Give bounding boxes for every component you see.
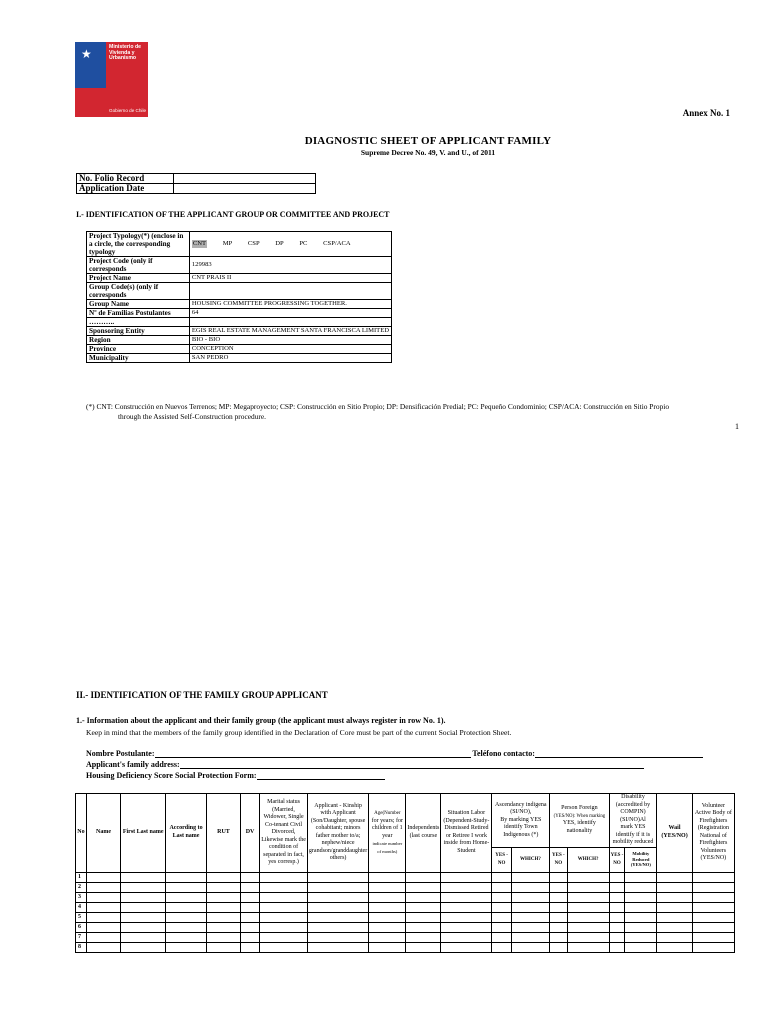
col-header-volunteer bbox=[692, 794, 734, 873]
sponsoring-entity-label: Sponsoring Entity bbox=[87, 327, 190, 336]
col-header-name: Name bbox=[86, 794, 120, 873]
family-group-table bbox=[75, 793, 735, 953]
table-cell[interactable] bbox=[406, 922, 441, 932]
table-cell[interactable] bbox=[511, 922, 549, 932]
table-cell[interactable] bbox=[240, 872, 259, 882]
table-row bbox=[76, 932, 735, 942]
municipality-value[interactable]: SAN PEDRO bbox=[189, 354, 391, 363]
province-value[interactable]: CONCEPTION bbox=[189, 345, 391, 354]
ascendancy-title: Ascendancy indigena (SI/NO), bbox=[495, 801, 547, 815]
table-cell[interactable] bbox=[86, 912, 120, 922]
table-cell[interactable] bbox=[511, 902, 549, 912]
table-cell[interactable] bbox=[657, 912, 692, 922]
table-cell[interactable] bbox=[260, 902, 308, 912]
table-cell[interactable] bbox=[625, 892, 657, 902]
table-cell[interactable] bbox=[609, 902, 625, 912]
ministry-logo bbox=[75, 42, 148, 117]
score-row bbox=[86, 771, 385, 780]
group-code-label: Group Code(s) (only if corresponds bbox=[87, 283, 190, 300]
project-code-label: Project Code (only if corresponds bbox=[87, 257, 190, 274]
table-cell[interactable] bbox=[86, 942, 120, 952]
col-header-disability bbox=[609, 794, 657, 848]
table-cell[interactable] bbox=[206, 902, 240, 912]
table-cell[interactable] bbox=[260, 892, 308, 902]
table-cell[interactable] bbox=[609, 892, 625, 902]
table-cell[interactable] bbox=[441, 872, 492, 882]
table-cell[interactable] bbox=[441, 882, 492, 892]
project-name-label: Project Name bbox=[87, 274, 190, 283]
address-field[interactable] bbox=[180, 760, 644, 769]
table-cell[interactable] bbox=[240, 902, 259, 912]
municipality-label: Municipality bbox=[87, 354, 190, 363]
families-count-value[interactable]: 64 bbox=[189, 309, 391, 318]
table-row bbox=[87, 274, 392, 283]
table-row bbox=[87, 354, 392, 363]
table-cell[interactable] bbox=[206, 912, 240, 922]
col-header-dv: DV bbox=[240, 794, 259, 873]
table-cell[interactable] bbox=[511, 882, 549, 892]
table-cell[interactable] bbox=[567, 942, 609, 952]
table-cell[interactable] bbox=[692, 932, 734, 942]
table-cell[interactable] bbox=[121, 912, 166, 922]
table-row bbox=[76, 922, 735, 932]
table-cell[interactable] bbox=[441, 942, 492, 952]
row-number: 1 bbox=[76, 872, 87, 882]
table-row bbox=[87, 327, 392, 336]
table-cell[interactable] bbox=[567, 882, 609, 892]
typology-option-cnt[interactable]: CNT bbox=[192, 240, 207, 247]
table-cell[interactable] bbox=[550, 882, 567, 892]
typology-option-csp[interactable]: CSP bbox=[247, 240, 260, 247]
logo-ministry-line: Ministerio de bbox=[109, 44, 141, 50]
foreign-small-note: (YES/NO): When marking bbox=[553, 813, 606, 819]
table-cell[interactable] bbox=[206, 932, 240, 942]
col-header-rut: RUT bbox=[206, 794, 240, 873]
disability-title: Disability bbox=[621, 794, 645, 800]
table-cell[interactable] bbox=[441, 922, 492, 932]
blank-label: ……….. bbox=[87, 318, 190, 327]
info-instruction: 1.- Information about the applicant and their family group (the applicant must always register in row No. 1). bbox=[76, 716, 446, 725]
foreign-note: YES, identify nationality bbox=[562, 820, 596, 834]
table-cell[interactable] bbox=[692, 912, 734, 922]
folio-label: Application Date bbox=[77, 184, 174, 194]
table-cell[interactable] bbox=[625, 882, 657, 892]
applicant-name-field[interactable] bbox=[155, 749, 471, 758]
col-header-wail: Wail (YES/NO) bbox=[657, 794, 692, 873]
region-value[interactable]: BIO - BIO bbox=[189, 336, 391, 345]
table-cell[interactable] bbox=[166, 872, 207, 882]
table-cell[interactable] bbox=[260, 922, 308, 932]
table-cell[interactable] bbox=[567, 902, 609, 912]
table-cell[interactable] bbox=[550, 892, 567, 902]
page-title: DIAGNOSTIC SHEET OF APPLICANT FAMILY bbox=[304, 135, 552, 147]
table-cell[interactable] bbox=[550, 932, 567, 942]
project-code-value[interactable]: 129983 bbox=[189, 257, 391, 274]
typology-options bbox=[189, 232, 391, 257]
section-heading-2: II.- IDENTIFICATION OF THE FAMILY GROUP APPLICANT bbox=[76, 690, 328, 700]
table-cell[interactable] bbox=[692, 942, 734, 952]
page-subtitle: Supreme Decree No. 49, V. and U., of 2011 bbox=[360, 148, 496, 157]
logo-ministry-line: Urbanismo bbox=[109, 55, 137, 62]
table-cell[interactable] bbox=[692, 872, 734, 882]
table-row bbox=[87, 283, 392, 300]
blank-value[interactable] bbox=[189, 318, 391, 327]
table-cell[interactable] bbox=[240, 892, 259, 902]
table-cell[interactable] bbox=[166, 912, 207, 922]
table-cell[interactable] bbox=[567, 872, 609, 882]
logo-ministry-text bbox=[109, 45, 141, 62]
table-cell[interactable] bbox=[511, 942, 549, 952]
table-cell[interactable] bbox=[692, 922, 734, 932]
table-cell[interactable] bbox=[406, 942, 441, 952]
table-cell[interactable] bbox=[511, 892, 549, 902]
table-row bbox=[87, 309, 392, 318]
table-row bbox=[87, 232, 392, 257]
table-cell[interactable] bbox=[625, 942, 657, 952]
table-cell[interactable] bbox=[609, 922, 625, 932]
table-cell[interactable] bbox=[406, 892, 441, 902]
table-cell[interactable] bbox=[121, 882, 166, 892]
project-table bbox=[86, 231, 392, 363]
logo-government-text: Gobierno de Chile bbox=[109, 108, 147, 113]
application-date-field[interactable] bbox=[174, 184, 316, 194]
table-cell[interactable] bbox=[609, 912, 625, 922]
table-cell[interactable] bbox=[492, 922, 511, 932]
score-label: Housing Deficiency Score Social Protection Form: bbox=[86, 771, 257, 780]
table-cell[interactable] bbox=[369, 942, 406, 952]
row-number: 4 bbox=[76, 902, 87, 912]
foreign-title: Person Foreign bbox=[561, 805, 598, 812]
table-row bbox=[87, 318, 392, 327]
table-cell[interactable] bbox=[511, 932, 549, 942]
row-number: 5 bbox=[76, 912, 87, 922]
col-header-no: No bbox=[76, 794, 87, 873]
table-cell[interactable] bbox=[369, 892, 406, 902]
table-cell[interactable] bbox=[240, 922, 259, 932]
volunteer-title: Volunteer Active Body of Firefighters bbox=[694, 802, 732, 824]
table-cell[interactable] bbox=[692, 902, 734, 912]
col-header-disability-yes-no: YES -NO bbox=[609, 847, 625, 872]
table-cell[interactable] bbox=[550, 922, 567, 932]
group-name-label: Group Name bbox=[87, 300, 190, 309]
table-cell[interactable] bbox=[550, 942, 567, 952]
table-cell[interactable] bbox=[567, 892, 609, 902]
table-cell[interactable] bbox=[260, 932, 308, 942]
marital-title: Marital status bbox=[267, 799, 300, 805]
table-cell[interactable] bbox=[206, 892, 240, 902]
table-cell[interactable] bbox=[441, 892, 492, 902]
table-cell[interactable] bbox=[609, 932, 625, 942]
footnote-line: through the Assisted Self-Construction procedure. bbox=[118, 412, 266, 421]
table-cell[interactable] bbox=[492, 882, 511, 892]
table-cell[interactable] bbox=[492, 942, 511, 952]
ascendancy-note: By marking YES identify Town Indigenous (*) bbox=[500, 816, 542, 838]
table-cell[interactable] bbox=[625, 932, 657, 942]
age-note: for years; for children of 1 year bbox=[371, 817, 403, 839]
applicant-name-row bbox=[86, 749, 703, 758]
table-cell[interactable] bbox=[657, 872, 692, 882]
table-row bbox=[76, 902, 735, 912]
table-row bbox=[76, 912, 735, 922]
col-header-ascendancy-yes-no: YES -NO bbox=[492, 847, 511, 872]
info-note: Keep in mind that the members of the family group identified in the Declaration of Core must be part of the current Social Protection Sheet. bbox=[86, 728, 512, 737]
table-cell[interactable] bbox=[307, 922, 368, 932]
table-cell[interactable] bbox=[307, 872, 368, 882]
row-number: 2 bbox=[76, 882, 87, 892]
table-cell[interactable] bbox=[166, 892, 207, 902]
table-cell[interactable] bbox=[369, 922, 406, 932]
table-row bbox=[87, 345, 392, 354]
table-cell[interactable] bbox=[369, 902, 406, 912]
table-cell[interactable] bbox=[657, 942, 692, 952]
table-cell[interactable] bbox=[550, 912, 567, 922]
table-cell[interactable] bbox=[166, 902, 207, 912]
table-cell[interactable] bbox=[166, 932, 207, 942]
col-header-kinship bbox=[307, 794, 368, 873]
age-small-note: indicate number of months) bbox=[372, 841, 403, 854]
typology-option-csp-aca[interactable]: CSP/ACA bbox=[323, 240, 351, 247]
logo-ministry-line: Vivienda y bbox=[109, 49, 135, 56]
table-cell[interactable] bbox=[166, 922, 207, 932]
table-cell[interactable] bbox=[511, 912, 549, 922]
table-cell[interactable] bbox=[609, 942, 625, 952]
table-cell[interactable] bbox=[86, 922, 120, 932]
page-number: 1 bbox=[735, 422, 739, 431]
region-label: Region bbox=[87, 336, 190, 345]
table-row bbox=[87, 336, 392, 345]
table-cell[interactable] bbox=[166, 882, 207, 892]
table-cell[interactable] bbox=[121, 872, 166, 882]
typology-label: Project Typology(*) (enclose in a circle, the corresponding typology bbox=[87, 232, 190, 257]
col-header-age bbox=[369, 794, 406, 873]
age-title: Age(Number bbox=[374, 811, 401, 817]
kinship-note: (Son/Daughter, spouse cohabitant; minors father mother to/a; nephew/niece grandson/granddaughter others) bbox=[308, 817, 368, 862]
project-name-value[interactable]: CNT PRAIS II bbox=[189, 274, 391, 283]
table-cell[interactable] bbox=[260, 912, 308, 922]
table-cell[interactable] bbox=[441, 932, 492, 942]
table-cell[interactable] bbox=[609, 872, 625, 882]
folio-table bbox=[76, 173, 316, 194]
score-field[interactable] bbox=[257, 771, 385, 780]
col-header-foreign bbox=[550, 794, 610, 848]
table-cell[interactable] bbox=[692, 882, 734, 892]
table-row bbox=[87, 257, 392, 274]
typology-option-pc[interactable]: PC bbox=[299, 240, 308, 247]
table-header-row bbox=[76, 794, 735, 848]
table-cell[interactable] bbox=[657, 882, 692, 892]
col-header-according-last-name: According to Last name bbox=[166, 794, 207, 873]
table-cell[interactable] bbox=[240, 932, 259, 942]
table-cell[interactable] bbox=[567, 932, 609, 942]
table-row bbox=[77, 184, 316, 194]
col-header-first-last-name: First Last name bbox=[121, 794, 166, 873]
sponsoring-entity-value[interactable]: EGIS REAL ESTATE MANAGEMENT SANTA FRANCISCA LIMITED bbox=[189, 327, 391, 336]
table-cell[interactable] bbox=[609, 882, 625, 892]
contact-phone-field[interactable] bbox=[535, 749, 703, 758]
table-cell[interactable] bbox=[369, 872, 406, 882]
labor-title: Situation Labor bbox=[447, 810, 486, 817]
table-cell[interactable] bbox=[307, 932, 368, 942]
table-cell[interactable] bbox=[657, 892, 692, 902]
table-cell[interactable] bbox=[369, 932, 406, 942]
table-cell[interactable] bbox=[625, 922, 657, 932]
table-cell[interactable] bbox=[550, 902, 567, 912]
folio-label: No. Folio Record bbox=[77, 174, 174, 184]
col-header-ascendancy bbox=[492, 794, 550, 848]
table-cell[interactable] bbox=[121, 892, 166, 902]
table-cell[interactable] bbox=[492, 932, 511, 942]
row-number: 7 bbox=[76, 932, 87, 942]
disability-note-2: mark YES identify if it is mobility reduced bbox=[612, 824, 654, 845]
table-cell[interactable] bbox=[86, 882, 120, 892]
table-cell[interactable] bbox=[206, 882, 240, 892]
table-cell[interactable] bbox=[406, 912, 441, 922]
table-cell[interactable] bbox=[657, 902, 692, 912]
table-cell[interactable] bbox=[307, 902, 368, 912]
table-row bbox=[87, 300, 392, 309]
table-row bbox=[76, 942, 735, 952]
table-cell[interactable] bbox=[240, 912, 259, 922]
table-cell[interactable] bbox=[441, 912, 492, 922]
table-cell[interactable] bbox=[240, 882, 259, 892]
table-cell[interactable] bbox=[121, 922, 166, 932]
table-row bbox=[77, 174, 316, 184]
col-header-marital-status bbox=[260, 794, 308, 873]
table-cell[interactable] bbox=[406, 882, 441, 892]
table-cell[interactable] bbox=[511, 872, 549, 882]
footnote-line: (*) CNT: Construcción en Nuevos Terrenos; MP: Megaproyecto; CSP: Construcción en Sitio Propio; DP: Densificación Predial; PC: Pequeño Condominio; CSP/ACA: Construcción en Sitio Propio bbox=[86, 402, 670, 411]
col-header-independents: Independents (last course bbox=[406, 794, 441, 873]
table-cell[interactable] bbox=[492, 902, 511, 912]
table-cell[interactable] bbox=[441, 902, 492, 912]
table-cell[interactable] bbox=[625, 902, 657, 912]
table-cell[interactable] bbox=[492, 872, 511, 882]
table-cell[interactable] bbox=[550, 872, 567, 882]
contact-phone-label: Teléfono contacto: bbox=[472, 749, 535, 758]
table-cell[interactable] bbox=[369, 882, 406, 892]
table-cell[interactable] bbox=[492, 912, 511, 922]
col-header-foreign-which: WHICH? bbox=[567, 847, 609, 872]
table-cell[interactable] bbox=[206, 872, 240, 882]
table-cell[interactable] bbox=[260, 942, 308, 952]
table-cell[interactable] bbox=[369, 912, 406, 922]
table-cell[interactable] bbox=[307, 882, 368, 892]
province-label: Province bbox=[87, 345, 190, 354]
table-cell[interactable] bbox=[625, 872, 657, 882]
table-cell[interactable] bbox=[206, 942, 240, 952]
table-cell[interactable] bbox=[86, 902, 120, 912]
table-row bbox=[76, 892, 735, 902]
table-cell[interactable] bbox=[657, 922, 692, 932]
table-cell[interactable] bbox=[121, 942, 166, 952]
table-cell[interactable] bbox=[406, 932, 441, 942]
annex-label: Annex No. 1 bbox=[682, 108, 730, 118]
table-cell[interactable] bbox=[567, 922, 609, 932]
col-header-ascendancy-which: WHICH? bbox=[511, 847, 549, 872]
table-cell[interactable] bbox=[206, 922, 240, 932]
col-header-foreign-yes-no: YES -NO bbox=[550, 847, 567, 872]
table-cell[interactable] bbox=[240, 942, 259, 952]
address-label: Applicant's family address: bbox=[86, 760, 180, 769]
group-name-value[interactable]: HOUSING COMMITTEE PROGRESSING TOGETHER. bbox=[189, 300, 391, 309]
table-cell[interactable] bbox=[406, 872, 441, 882]
typology-footnote bbox=[86, 402, 746, 422]
table-cell[interactable] bbox=[86, 892, 120, 902]
table-cell[interactable] bbox=[692, 892, 734, 902]
table-cell[interactable] bbox=[86, 932, 120, 942]
applicant-name-label: Nombre Postulante: bbox=[86, 749, 155, 758]
table-cell[interactable] bbox=[121, 902, 166, 912]
labor-note: (Dependent-Study- Dismissed Retired or Retiree I work inside from Home- Student bbox=[443, 817, 490, 854]
kinship-title: Applicant - Kinship with Applicant bbox=[314, 802, 362, 817]
table-cell[interactable] bbox=[657, 932, 692, 942]
table-cell[interactable] bbox=[260, 882, 308, 892]
table-cell[interactable] bbox=[567, 912, 609, 922]
table-cell[interactable] bbox=[625, 912, 657, 922]
table-cell[interactable] bbox=[406, 902, 441, 912]
typology-option-mp[interactable]: MP bbox=[222, 240, 233, 247]
col-header-labor-situation bbox=[441, 794, 492, 873]
families-count-label: Nº de Familias Postulantes bbox=[87, 309, 190, 318]
row-number: 8 bbox=[76, 942, 87, 952]
table-row bbox=[76, 882, 735, 892]
address-row bbox=[86, 760, 644, 769]
volunteer-note: (Registration National of Firefighters Volunteers (YES/NO) bbox=[697, 825, 730, 862]
table-row bbox=[76, 872, 735, 882]
row-number: 3 bbox=[76, 892, 87, 902]
table-cell[interactable] bbox=[492, 892, 511, 902]
table-cell[interactable] bbox=[121, 932, 166, 942]
disability-bold: (SI/NO)Al bbox=[620, 816, 646, 823]
table-cell[interactable] bbox=[166, 942, 207, 952]
table-cell[interactable] bbox=[307, 892, 368, 902]
section-heading-1: I.- IDENTIFICATION OF THE APPLICANT GROUP OR COMMITTEE AND PROJECT bbox=[76, 210, 390, 219]
table-cell[interactable] bbox=[260, 872, 308, 882]
marital-note: (Married, Widower, Single Co-tenant Civil Divorced, Likewise mark the condition of separated in fact, yes corresp.) bbox=[261, 806, 306, 865]
table-cell[interactable] bbox=[86, 872, 120, 882]
star-icon: ★ bbox=[81, 47, 92, 61]
group-code-value[interactable] bbox=[189, 283, 391, 300]
disability-note: (accredited by COMPIN) bbox=[615, 801, 651, 815]
folio-record-field[interactable] bbox=[174, 174, 316, 184]
row-number: 6 bbox=[76, 922, 87, 932]
table-cell[interactable] bbox=[307, 912, 368, 922]
typology-option-dp[interactable]: DP bbox=[275, 240, 284, 247]
logo-blue-field bbox=[75, 42, 106, 88]
col-header-mobility-reduced: Mobility Reduced (YES/NO) bbox=[625, 847, 657, 872]
table-cell[interactable] bbox=[307, 942, 368, 952]
